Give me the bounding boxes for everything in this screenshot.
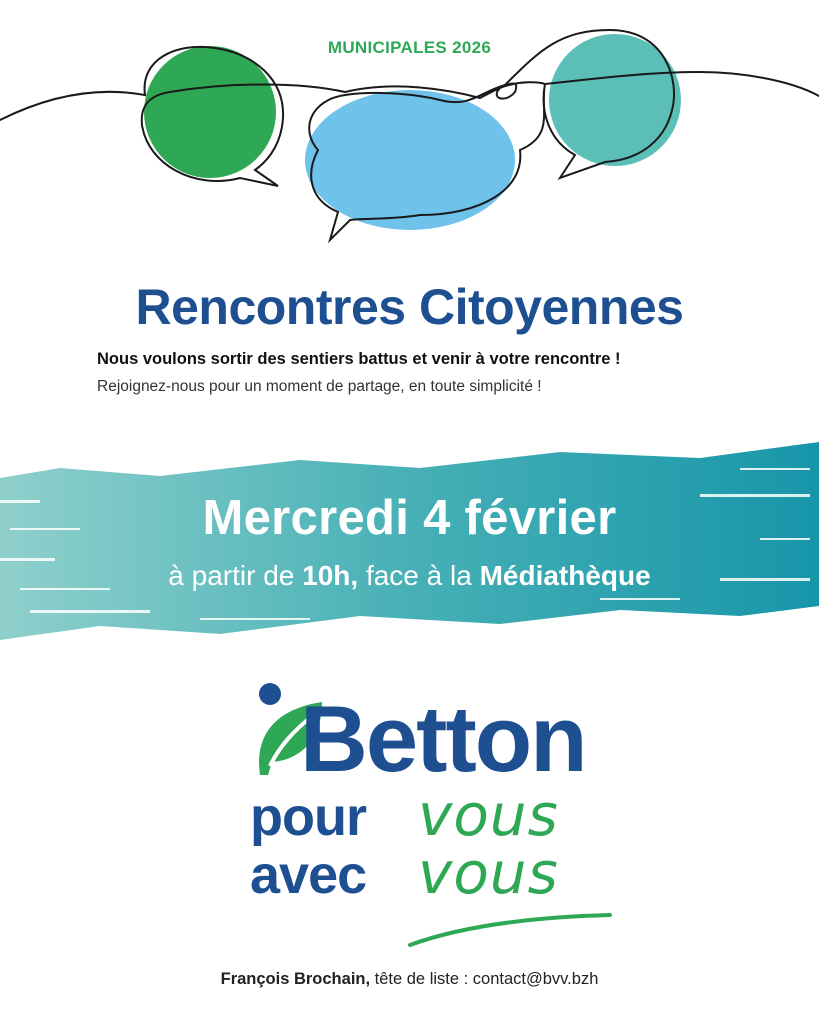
candidate-role-contact: tête de liste : contact@bvv.bzh [370,970,599,988]
event-place: Médiathèque [479,560,651,591]
event-time: 10h, [302,560,359,591]
event-details [0,560,819,592]
logo-line3-word: avec [250,845,367,905]
event-date: Mercredi 4 février [202,491,617,545]
election-tag: MUNICIPALES 2026 [327,38,492,57]
logo-name: Betton [300,686,586,791]
logo-line3-accent: vous [418,839,559,907]
logo-line2-word: pour [250,787,366,847]
green-bubble-fill [144,46,276,178]
intro-bold-text: Nous voulons sortir des sentiers battus et venir à votre rencontre ! [97,350,621,368]
event-prefix: à partir de [168,560,303,591]
candidate-name: François Brochain, [220,970,371,988]
page-title: Rencontres Citoyennes [135,279,684,335]
event-middle: face à la [358,560,480,591]
footer-contact [0,970,819,989]
logo-line2-accent: vous [418,781,559,849]
intro-text: Rejoignez-nous pour un moment de partage, en toute simplicité ! [97,378,542,395]
blue-bubble-fill [305,90,515,230]
swoosh-underline [405,905,615,950]
